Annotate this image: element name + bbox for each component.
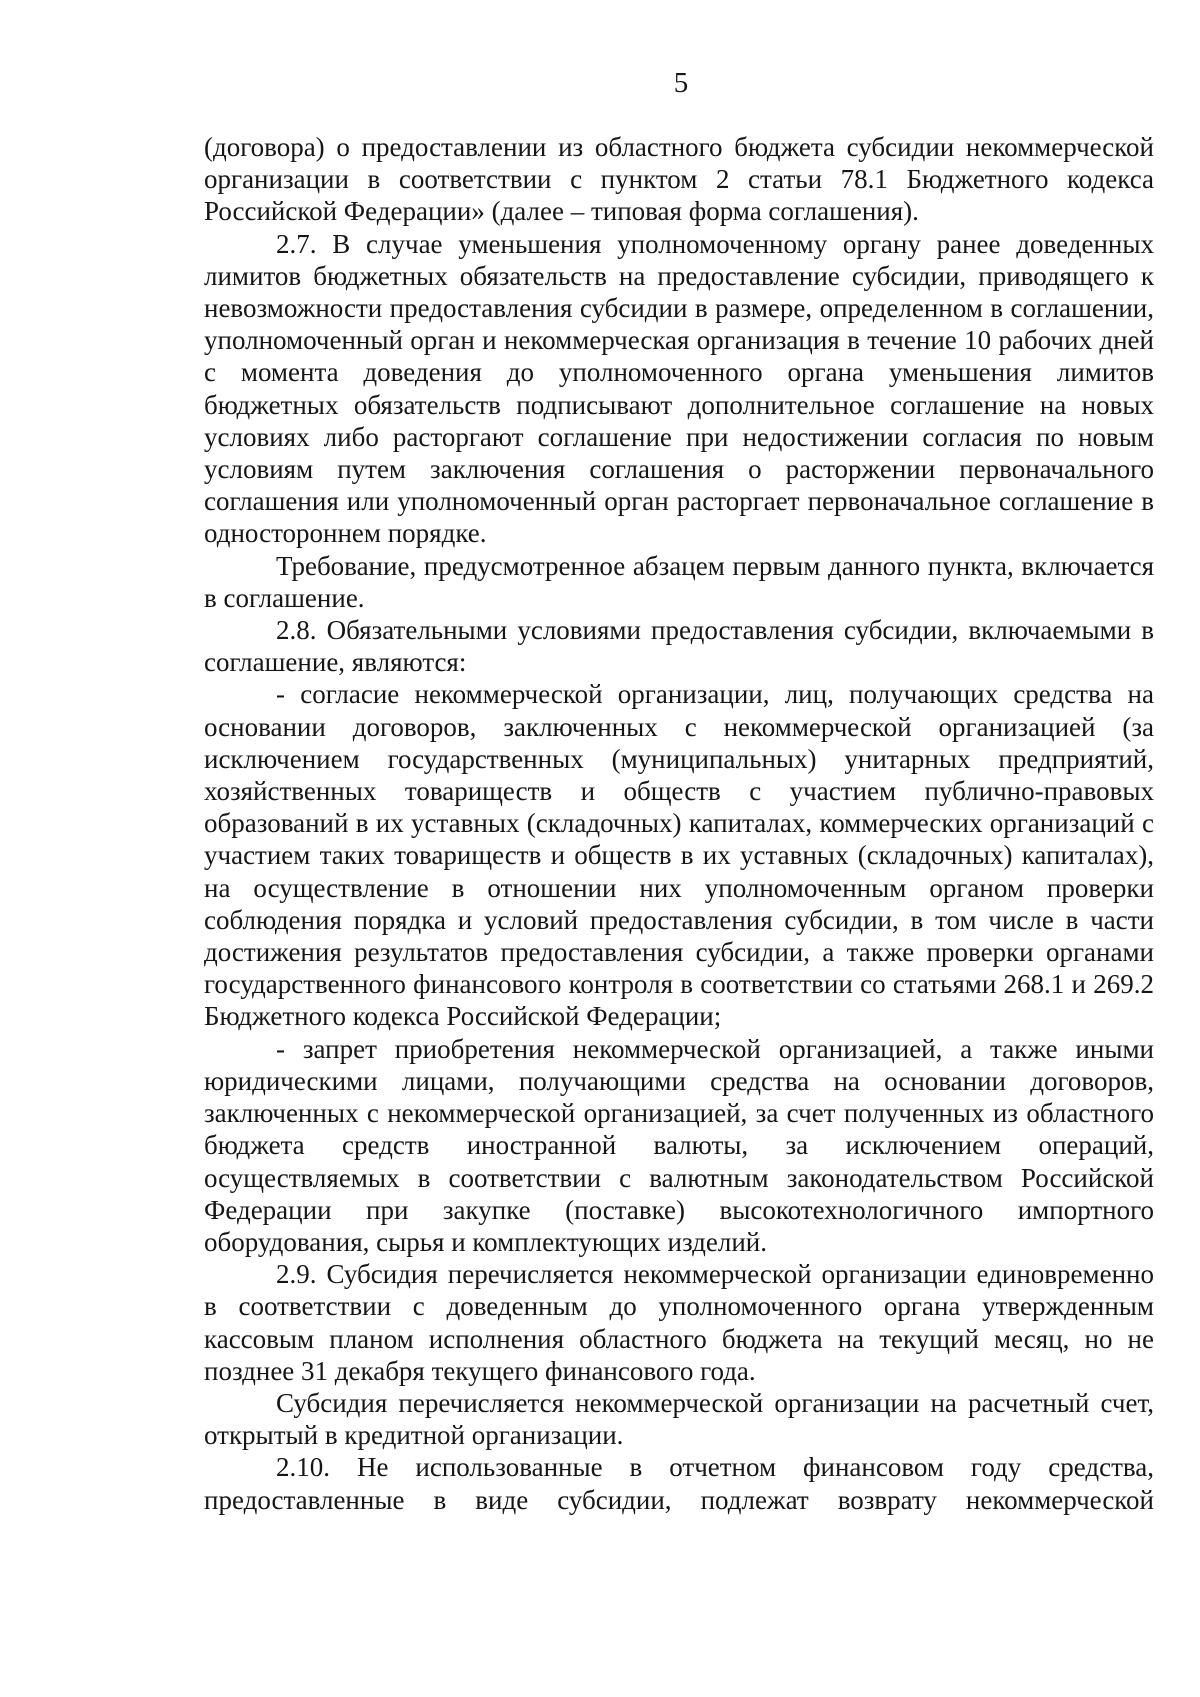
paragraph-2-9: 2.9. Субсидия перечисляется некоммерческой организации единовременно в соответствии с доведенным до уполномоченного органа утвержденным кассовым планом исполнения областного бюджета на текущий месяц, но не позднее 31 декабря текущего финансового года. [204, 1259, 1154, 1386]
list-item-prohibition: - запрет приобретения некоммерческой организацией, а также иными юридическими лицами, получающими средства на основании договоров, заключенных с некоммерческой организацией, за счет полученных из областного бюджета средств иностранной валюты, за исключением операций, осуществляемых в соответствии с валютным законодательством Российской Федерации при закупке (поставке) высокотехнологичного импортного оборудования, сырья и комплектующих изделий. [204, 1033, 1154, 1257]
paragraph-2-7: 2.7. В случае уменьшения уполномоченному органу ранее доведенных лимитов бюджетных обязательств на предоставление субсидии, приводящего к невозможности предоставления субсидии в размере, определенном в соглашении, уполномоченный орган и некоммерческая организация в течение 10 рабочих дней с момента доведения до уполномоченного органа уменьшения лимитов бюджетных обязательств подписывают дополнительное соглашение на новых условиях либо расторгают соглашение при недостижении согласия по новым условиям путем заключения соглашения о расторжении первоначального соглашения или уполномоченный орган расторгает первоначальное соглашение в одностороннем порядке. [204, 228, 1154, 549]
document-body [204, 131, 1154, 1516]
page-number: 5 [673, 67, 689, 99]
paragraph-requirement: Требование, предусмотренное абзацем первым данного пункта, включается в соглашение. [204, 550, 1154, 613]
paragraph-transfer-account: Субсидия перечисляется некоммерческой организации на расчетный счет, открытый в кредитной организации. [204, 1387, 1154, 1451]
paragraph-2-8: 2.8. Обязательными условиями предоставления субсидии, включаемыми в соглашение, являются: [204, 615, 1154, 678]
list-item-consent: - согласие некоммерческой организации, лиц, получающих средства на основании договоров, заключенных с некоммерческой организацией (за исключением государственных (муниципальных) унитарных предприятий, хозяйственных товариществ и обществ с участием публично-правовых образований в их уставных (складочных) капиталах, коммерческих организаций с участием таких товариществ и обществ в их уставных (складочных) капиталах), на осуществление в отношении них уполномоченным органом проверки соблюдения порядка и условий предоставления субсидии, в том числе в части достижения результатов предоставления субсидии, а также проверки органами государственного финансового контроля в соответствии со статьями 268.1 и 269.2 Бюджетного кодекса Российской Федерации; [204, 679, 1154, 1032]
paragraph-2-10: 2.10. Не использованные в отчетном финансовом году средства, предоставленные в виде субсидии, подлежат возврату некоммерческой [204, 1452, 1154, 1515]
paragraph-continuation: (договора) о предоставлении из областного бюджета субсидии некоммерческой организации в соответствии с пунктом 2 статьи 78.1 Бюджетного кодекса Российской Федерации» (далее – типовая форма соглашения). [204, 132, 1154, 227]
